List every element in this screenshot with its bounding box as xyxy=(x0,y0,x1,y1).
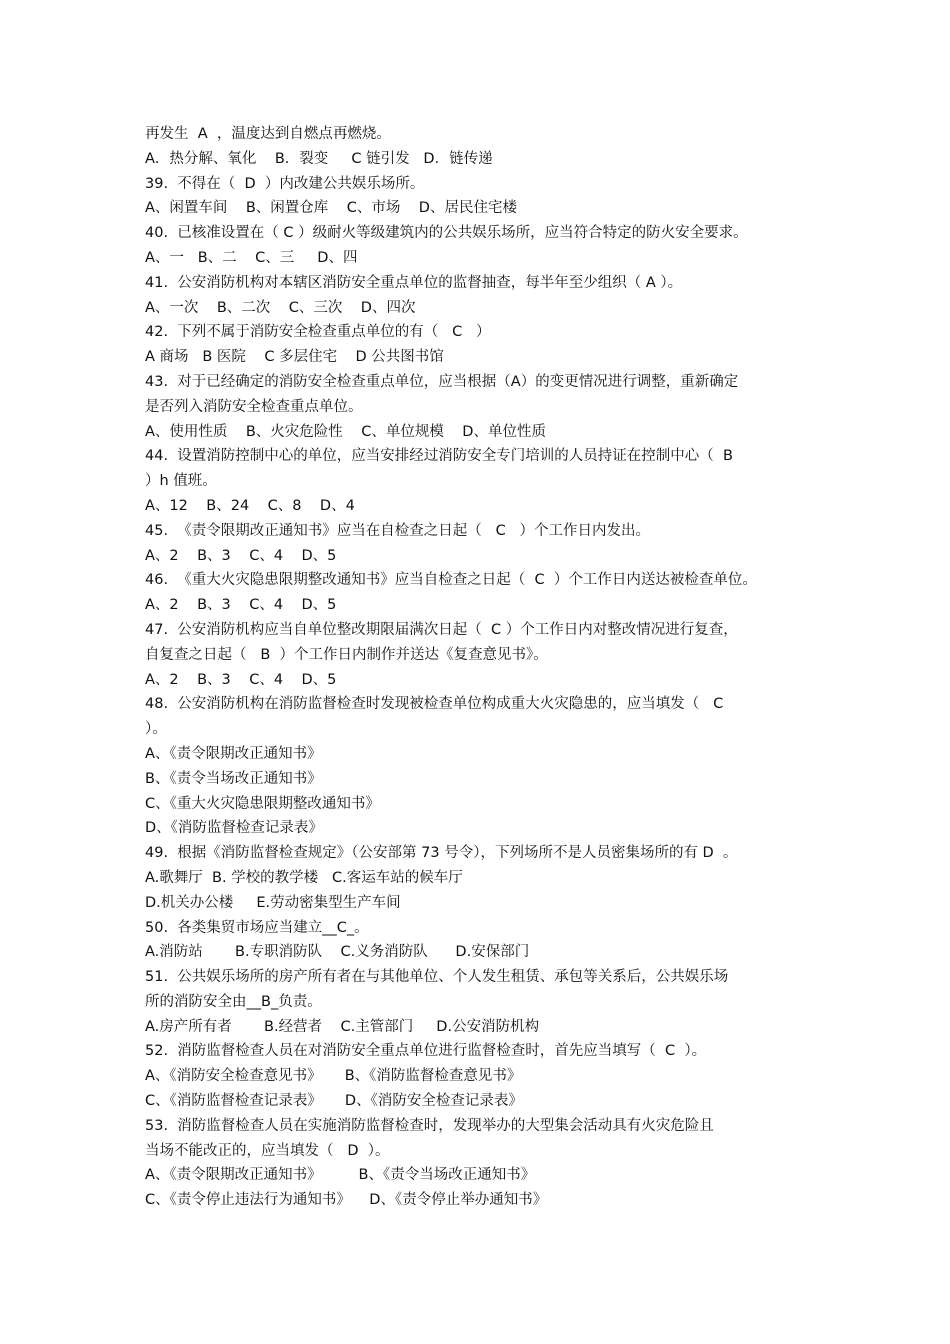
answer-options: A．热分解、氧化 B．裂变 C 链引发 D．链传递 xyxy=(145,150,493,167)
answer-options: D.机关办公楼 E.劳动密集型生产车间 xyxy=(145,894,401,911)
answer-options: C、《消防监督检查记录表》 D、《消防安全检查记录表》 xyxy=(145,1093,523,1110)
answer-options: A、一 B、二 C、三 D、四 xyxy=(145,249,358,266)
question-43: 43. 对于已经确定的消防安全检查重点单位，应当根据（A）的变更情况进行调整，重新确定 xyxy=(145,373,739,390)
answer-options: A、《消防安全检查意见书》 B、《消防监督检查意见书》 xyxy=(145,1068,522,1085)
question-49: 49. 根据《消防监督检查规定》（公安部第 73 号令），下列场所不是人员密集场所的有 D 。 xyxy=(145,845,738,862)
answer-options: A、《责令限期改正通知书》 B、《责令当场改正通知书》 xyxy=(145,1167,536,1184)
answer-options: A、一次 B、二次 C、三次 D、四次 xyxy=(145,299,416,316)
answer-option-d: D、《消防监督检查记录表》 xyxy=(145,820,323,837)
question-list xyxy=(145,122,825,1213)
answer-options: A、2 B、3 C、4 D、5 xyxy=(145,597,337,614)
answer-options: A、2 B、3 C、4 D、5 xyxy=(145,671,337,688)
question-50: 50. 各类集贸市场应当建立__C_。 xyxy=(145,919,369,936)
answer-options: C、《责令停止违法行为通知书》 D、《责令停止举办通知书》 xyxy=(145,1192,548,1209)
question-47-continued: 自复查之日起（ B ）个工作日内制作并送达《复查意见书》。 xyxy=(145,646,548,663)
question-44: 44. 设置消防控制中心的单位，应当安排经过消防安全专门培训的人员持证在控制中心（ B xyxy=(145,448,733,465)
answer-options: A、闲置车间 B、闲置仓库 C、市场 D、居民住宅楼 xyxy=(145,200,517,217)
answer-options: A、使用性质 B、火灾危险性 C、单位规模 D、单位性质 xyxy=(145,423,546,440)
text-line: 再发生 A ，温度达到自燃点再燃烧。 xyxy=(145,126,391,142)
question-39: 39. 不得在（ D ）内改建公共娱乐场所。 xyxy=(145,175,425,192)
answer-options: A.消防站 B.专职消防队 C.义务消防队 D.安保部门 xyxy=(145,944,530,961)
answer-options: A.歌舞厅 B. 学校的教学楼 C.客运车站的候车厅 xyxy=(145,869,463,886)
answer-option-b: B、《责令当场改正通知书》 xyxy=(145,770,322,787)
question-42: 42. 下列不属于消防安全检查重点单位的有（ C ） xyxy=(145,324,491,341)
question-45: 45. 《责令限期改正通知书》应当在自检查之日起（ C ）个工作日内发出。 xyxy=(145,522,651,539)
question-52: 52. 消防监督检查人员在对消防安全重点单位进行监督检查时，首先应当填写（ C ）。 xyxy=(145,1043,707,1060)
answer-option-c: C、《重大火灾隐患限期整改通知书》 xyxy=(145,795,380,812)
question-51: 51. 公共娱乐场所的房产所有者在与其他单位、个人发生租赁、承包等关系后，公共娱乐场 xyxy=(145,969,729,986)
question-47: 47. 公安消防机构应当自单位整改期限届满次日起（ C ）个工作日内对整改情况进行复查， xyxy=(145,621,738,638)
question-43-continued: 是否列入消防安全检查重点单位。 xyxy=(145,398,363,415)
question-40: 40. 已核准设置在（ C ）级耐火等级建筑内的公共娱乐场所，应当符合特定的防火安全要求。 xyxy=(145,225,748,242)
answer-option-a: A、《责令限期改正通知书》 xyxy=(145,745,322,762)
question-41: 41. 公安消防机构对本辖区消防安全重点单位的监督抽查，每半年至少组织（ A ）。 xyxy=(145,274,683,291)
answer-options: A、12 B、24 C、8 D、4 xyxy=(145,497,355,514)
answer-options: A 商场 B 医院 C 多层住宅 D 公共图书馆 xyxy=(145,349,444,366)
answer-options: A、2 B、3 C、4 D、5 xyxy=(145,547,337,564)
question-48: 48. 公安消防机构在消防监督检查时发现被检查单位构成重大火灾隐患的，应当填发（ C xyxy=(145,696,724,713)
question-53-continued: 当场不能改正的，应当填发（ D ）。 xyxy=(145,1142,390,1159)
question-53: 53. 消防监督检查人员在实施消防监督检查时，发现举办的大型集会活动具有火灾危险且 xyxy=(145,1117,714,1134)
question-44-continued: ）h 值班。 xyxy=(145,473,217,490)
question-51-continued: 所的消防安全由__B_负责。 xyxy=(145,993,322,1010)
question-46: 46. 《重大火灾隐患限期整改通知书》应当自检查之日起（ C ）个工作日内送达被检查单位。 xyxy=(145,572,757,589)
answer-options: A.房产所有者 B.经营者 C.主管部门 D.公安消防机构 xyxy=(145,1018,540,1035)
question-48-continued: ）。 xyxy=(145,721,167,738)
